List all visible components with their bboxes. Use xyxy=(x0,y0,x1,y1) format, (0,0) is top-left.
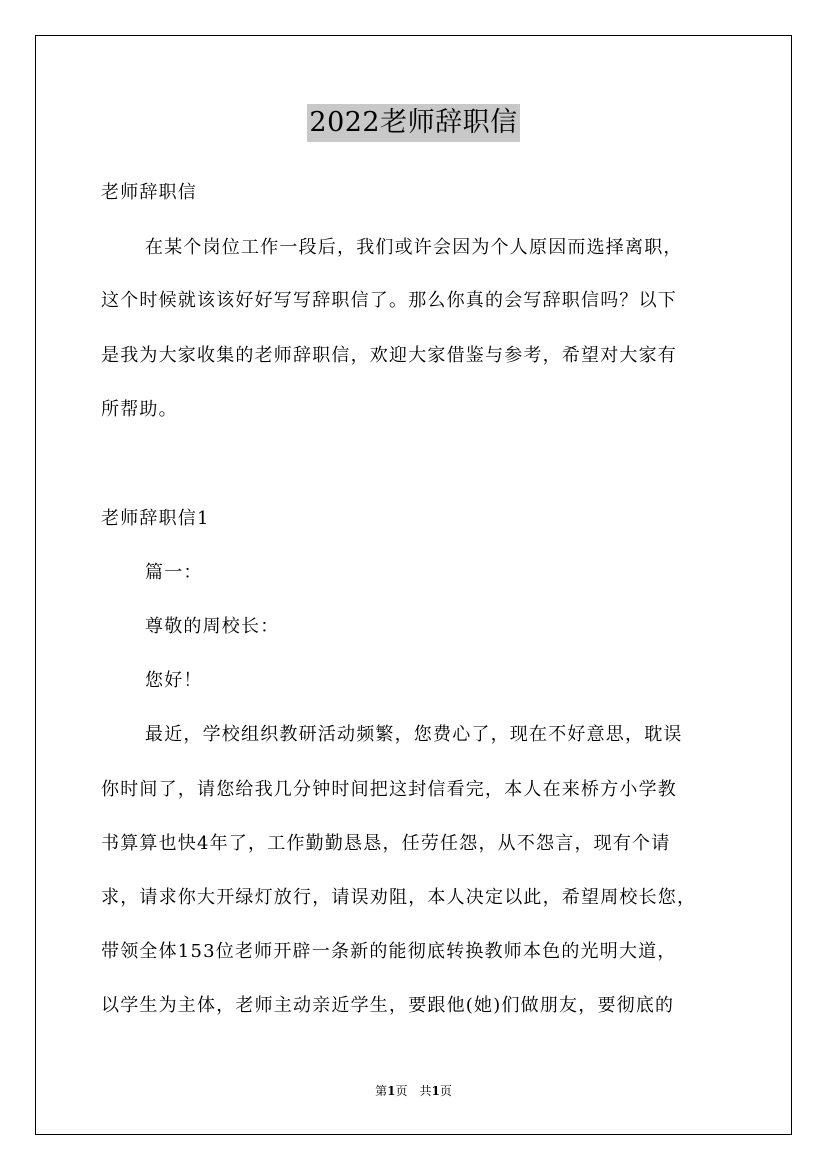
section-heading: 老师辞职信1 xyxy=(101,508,210,529)
body-line-2: 你时间了，请您给我几分钟时间把这封信看完，本人在来桥方小学教 xyxy=(101,779,677,800)
footer-page-prefix: 第 xyxy=(375,1084,388,1098)
footer-page-current: 1 xyxy=(387,1084,396,1098)
body-line-5: 带领全体153位老师开辟一条新的能彻底转换教师本色的光明大道， xyxy=(101,941,677,962)
intro-line-3: 是我为大家收集的老师辞职信，欢迎大家借鉴与参考，希望对大家有 xyxy=(101,345,677,366)
body-line-3: 书算算也快4年了，工作勤勤恳恳，任劳任怨，从不怨言，现有个请 xyxy=(101,833,671,854)
greeting: 您好！ xyxy=(145,670,203,691)
document-subtitle: 老师辞职信 xyxy=(101,182,197,203)
footer-page-total: 1 xyxy=(431,1084,440,1098)
body-line-1: 最近，学校组织教研活动频繁，您费心了，现在不好意思，耽误 xyxy=(145,724,683,745)
body-line-4: 求，请求你大开绿灯放行，请误劝阻，本人决定以此，希望周校长您， xyxy=(101,887,697,908)
salutation: 尊敬的周校长： xyxy=(145,616,280,637)
footer-page-mid: 页 共 xyxy=(395,1084,432,1098)
page-footer xyxy=(0,1083,827,1099)
footer-page-suffix: 页 xyxy=(439,1084,452,1098)
document-title: 2022老师辞职信 xyxy=(307,104,519,142)
body-line-6: 以学生为主体，老师主动亲近学生，要跟他(她)们做朋友，要彻底的 xyxy=(101,995,675,1016)
intro-line-4: 所帮助。 xyxy=(101,399,178,420)
title-container xyxy=(0,104,827,142)
intro-line-2: 这个时候就该该好好写写辞职信了。那么你真的会写辞职信吗？以下 xyxy=(101,290,677,311)
part-label: 篇一： xyxy=(145,562,203,583)
intro-line-1: 在某个岗位工作一段后，我们或许会因为个人原因而选择离职， xyxy=(145,237,683,258)
